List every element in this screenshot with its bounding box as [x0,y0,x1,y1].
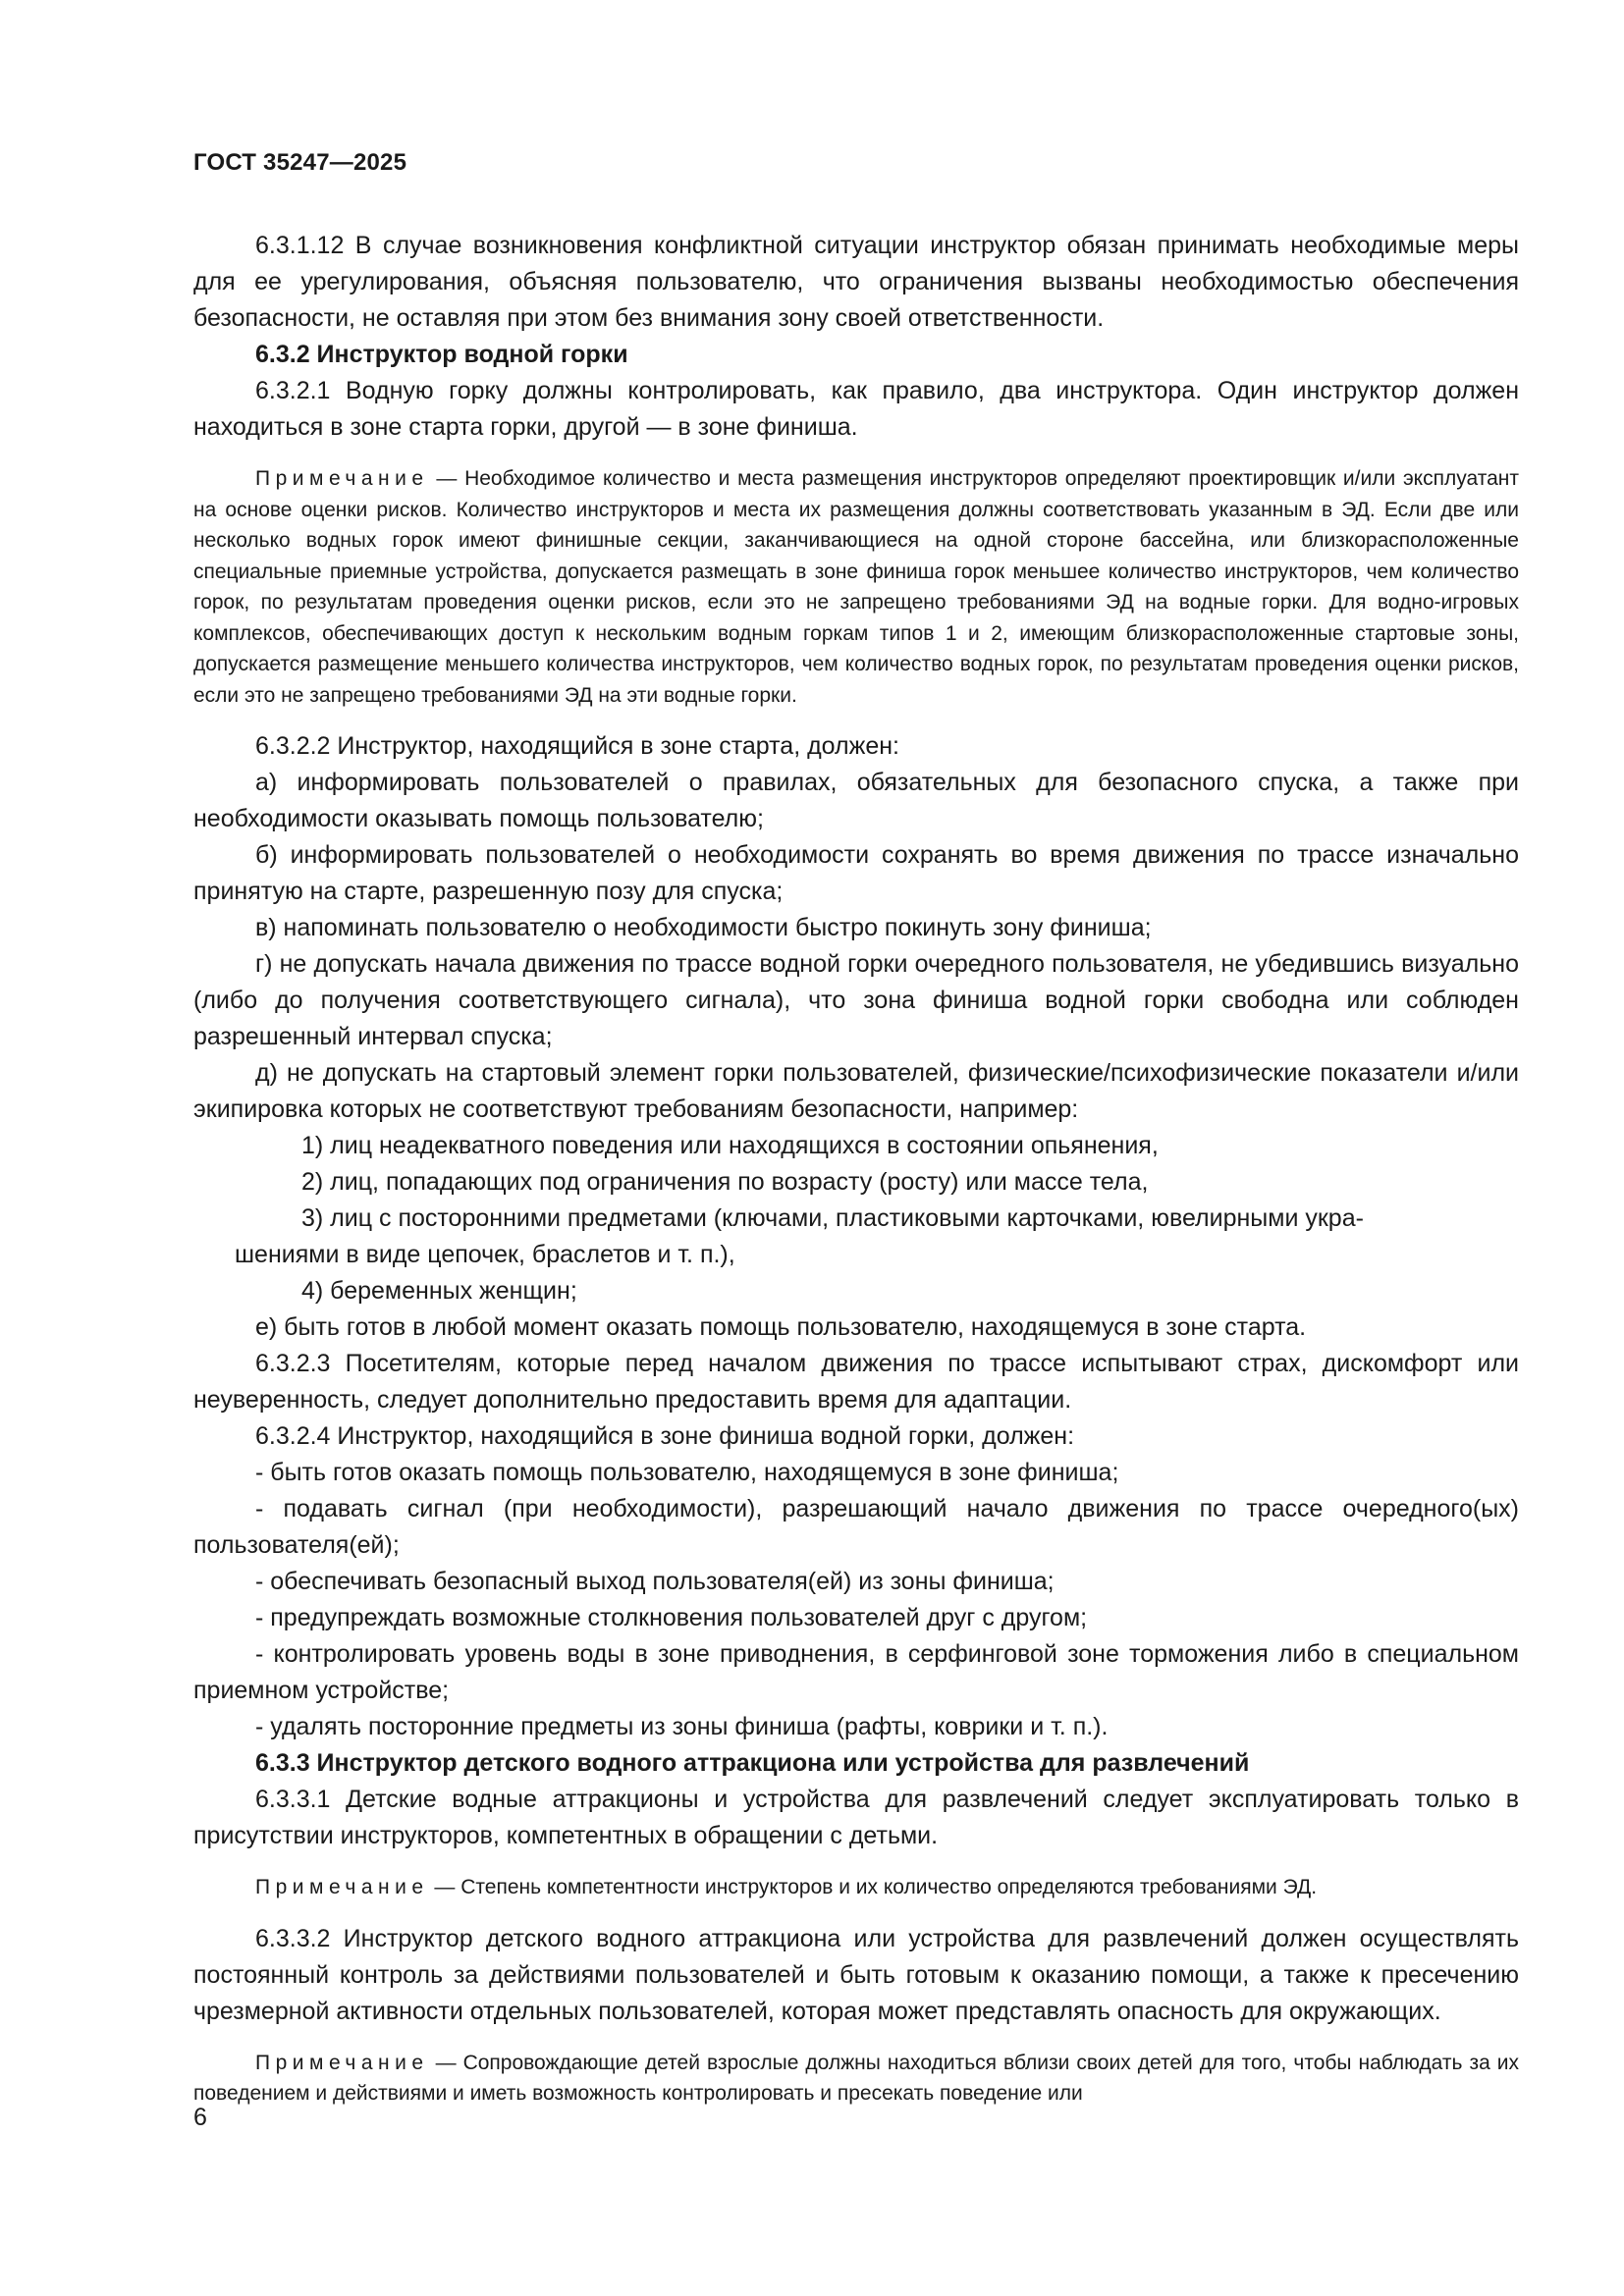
note-text: — Сопровождающие детей взрослые должны находиться вблизи своих детей для того, чтобы наблюдать за их поведением и действиями и иметь возможность контролировать и пресекать поведение или [193,2051,1519,2105]
document-body [193,228,1519,2127]
list-item-e: е) быть готов в любой момент оказать помощь пользователю, находящемуся в зоне старта. [255,1313,1307,1341]
list-item-b: б) информировать пользователей о необходимости сохранять во время движения по трассе изначально принятую на старте, разрешенную позу для спуска; [193,841,1519,905]
sub-item-3 [193,1201,1519,1273]
dash-item-2: - подавать сигнал (при необходимости), разрешающий начало движения по трассе очередного(ых) пользователя(ей); [193,1495,1519,1559]
paragraph-6-3-2-1: 6.3.2.1 Водную горку должны контролировать, как правило, два инструктора. Один инструктор должен находиться в зоне старта горки, другой — в зоне финиша. [193,377,1519,441]
note-text: — Степень компетентности инструкторов и их количество определяются требованиями ЭД. [428,1876,1318,1898]
paragraph-6-3-3-2: 6.3.3.2 Инструктор детского водного аттракциона или устройства для развлечений должен осуществлять постоянный контроль за действиями пользователей и быть готовым к оказанию помощи, а также к пресечению чрезмерной активности отдельных пользователей, которая может представлять опасность для окружающих. [193,1924,1519,2025]
list-item-d: д) не допускать на стартовый элемент горки пользователей, физические/психофизические показатели и/или экипировка которых не соответствуют требованиям безопасности, например: [193,1059,1519,1123]
note-text: — Необходимое количество и места размещения инструкторов определяют проектировщик и/или эксплуатант на основе оценки рисков. Количество инструкторов и места их размещения должны соответствовать указанным в ЭД. Если две или несколько водных горок имеют финишные секции, заканчивающиеся на одной стороне бассейна, или близкорасположенные специальные приемные устройства, допускается размещать в зоне финиша горок меньшее количество инструкторов, чем количество горок, по результатам проведения оценки рисков, если это не запрещено требованиями ЭД на водные горки. Для водно-игровых комплексов, обеспечивающих доступ к нескольким водным горкам типов 1 и 2, имеющим близкорасположенные стартовые зоны, допускается размещение меньшего количества инструкторов, чем количество водных горок, по результатам проведения оценки рисков, если это не запрещено требованиями ЭД на эти водные горки. [193,467,1519,707]
sub-item-1: 1) лиц неадекватного поведения или находящихся в состоянии опьянения, [301,1132,1159,1159]
list-item-v: в) напоминать пользователю о необходимости быстро покинуть зону финиша; [255,914,1152,941]
sub-item-4: 4) беременных женщин; [301,1277,577,1305]
dash-item-3: - обеспечивать безопасный выход пользователя(ей) из зоны финиша; [255,1568,1055,1595]
dash-item-6: - удалять посторонние предметы из зоны финиша (рафты, коврики и т. п.). [255,1713,1109,1740]
note-label: Примечание [255,467,429,490]
dash-item-1: - быть готов оказать помощь пользователю, находящемуся в зоне финиша; [255,1459,1119,1486]
paragraph-6-3-3-1: 6.3.3.1 Детские водные аттракционы и устройства для развлечений следует эксплуатировать только в присутствии инструкторов, компетентных в обращении с детьми. [193,1786,1519,1849]
section-heading-6-3-2: 6.3.2 Инструктор водной горки [255,341,628,368]
note-2 [193,1872,1519,1903]
paragraph-6-3-2-2: 6.3.2.2 Инструктор, находящийся в зоне старта, должен: [255,732,899,760]
note-3 [193,2048,1519,2109]
dash-item-5: - контролировать уровень воды в зоне приводнения, в серфинговой зоне торможения либо в специальном приемном устройстве; [193,1640,1519,1704]
sub-item-3-line2: шениями в виде цепочек, браслетов и т. п.), [235,1241,735,1268]
note-1 [193,463,1519,711]
page-number: 6 [193,2104,207,2131]
section-heading-6-3-3: 6.3.3 Инструктор детского водного аттракциона или устройства для развлечений [255,1749,1250,1777]
list-item-g: г) не допускать начала движения по трассе водной горки очередного пользователя, не убедившись визуально (либо до получения соответствующего сигнала), что зона финиша водной горки свободна или соблюден разрешенный интервал спуска; [193,950,1519,1050]
paragraph-6-3-1-12: 6.3.1.12 В случае возникновения конфликтной ситуации инструктор обязан принимать необходимые меры для ее урегулирования, объясняя пользователю, что ограничения вызваны необходимостью обеспечения безопасности, не оставляя при этом без внимания зону своей ответственности. [193,232,1519,332]
list-item-a: а) информировать пользователей о правилах, обязательных для безопасного спуска, а также при необходимости оказывать помощь пользователю; [193,769,1519,832]
sub-item-3-line1: 3) лиц с посторонними предметами (ключами, пластиковыми карточками, ювелирными укра- [301,1204,1364,1232]
paragraph-6-3-2-3: 6.3.2.3 Посетителям, которые перед началом движения по трассе испытывают страх, дискомфорт или неуверенность, следует дополнительно предоставить время для адаптации. [193,1350,1519,1414]
dash-item-4: - предупреждать возможные столкновения пользователей друг с другом; [255,1604,1088,1631]
document-id-header: ГОСТ 35247—2025 [193,149,407,176]
note-label: Примечание [255,2051,429,2074]
paragraph-6-3-2-4: 6.3.2.4 Инструктор, находящийся в зоне финиша водной горки, должен: [255,1422,1075,1450]
note-label: Примечание [255,1876,429,1898]
sub-item-2: 2) лиц, попадающих под ограничения по возрасту (росту) или массе тела, [301,1168,1149,1196]
